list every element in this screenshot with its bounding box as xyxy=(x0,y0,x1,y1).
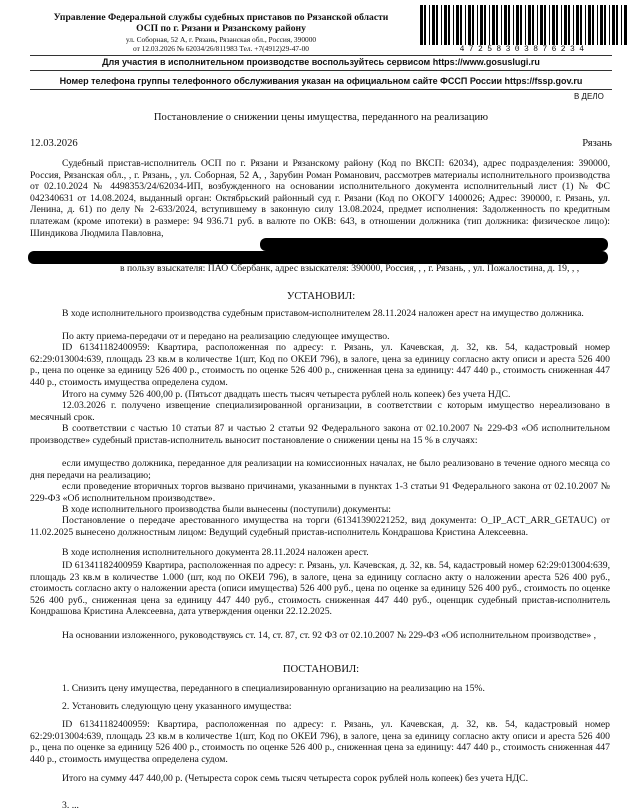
arrest-paragraph: В ходе исполнения исполнительного документа 28.11.2024 наложен арест. xyxy=(62,547,369,558)
barcode-bar xyxy=(516,5,519,45)
barcode-bar xyxy=(453,5,454,45)
resolution-item: 3. ... xyxy=(62,800,79,811)
barcode-bar xyxy=(544,5,546,45)
barcode-bar xyxy=(621,5,622,45)
barcode-bar xyxy=(568,5,570,45)
barcode-bar xyxy=(484,5,486,45)
barcode-bar xyxy=(472,5,474,45)
new-total-amount: Итого на сумму 447 440,00 р. (Четыреста сорок семь тысяч четыреста сорок рублей ноль копеек) без учета НДС. xyxy=(62,773,529,784)
barcode-bar xyxy=(448,5,450,45)
barcode-digits: 47258303876234 xyxy=(459,45,589,54)
barcode-bar xyxy=(429,5,430,45)
barcode-bar xyxy=(556,5,558,45)
barcode-bar xyxy=(624,5,627,45)
barcode-bar xyxy=(501,5,502,45)
barcode-bar xyxy=(573,5,574,45)
barcode-image xyxy=(418,5,630,45)
resolved-heading: ПОСТАНОВИЛ: xyxy=(282,664,360,675)
barcode-bar xyxy=(532,5,534,45)
barcode-bar xyxy=(528,5,531,45)
barcode-bar xyxy=(492,5,495,45)
barcode-bar xyxy=(444,5,447,45)
barcode-bar xyxy=(537,5,538,45)
barcode-bar xyxy=(561,5,562,45)
barcode-bar xyxy=(508,5,510,45)
barcode-bar xyxy=(465,5,466,45)
barcode-bar xyxy=(489,5,490,45)
barcode-bar xyxy=(588,5,591,45)
resolution-item: 1. Снизить цену имущества, переданного в специализированную организацию на реализацию на 15%. xyxy=(62,683,485,694)
barcode-bar xyxy=(456,5,459,45)
intro-paragraph: Судебный пристав-исполнитель ОСП по г. Рязани и Рязанскому району (Код по ВКСП: 62034), адрес подразделения: 390000, Россия, Рязанская обл., , г. Рязань, , ул. Соборная, 52 А, , Зарубин Роман Романович, рассмотрев материалы исполнительного производства от 02.10.2024 № 4498353/24/62034-ИП, возбужденного на основании исполнительного документа исполнительный лист (1) № ФС 042340631 от 14.08.2024, выданный орган: Октябрьский районный суд г. Рязани (Код по ОКОГУ 1400026; Адрес: 390000, г. Рязань, ул. Ленина, д. 61) по делу № 2-633/2024, вступившему в законную силу 13.08.2024, предмет исполнения: Задолженность по кредитным платежам (кроме ипотеки) в размере: 94 936.71 руб. в валюте по ОКВ: 643, в отношении должника (тип должника: физическое лицо): Шиндикова Людмила Павловна, xyxy=(30,158,610,239)
documents-paragraph: В ходе исполнительного производства были вынесены (поступили) документы: xyxy=(62,504,391,515)
barcode-bar xyxy=(513,5,514,45)
grounds-paragraph: На основании изложенного, руководствуясь ст. 14, ст. 87, ст. 92 ФЗ от 02.10.2007 № 229-ФЗ «Об исполнительном производстве» , xyxy=(62,630,597,641)
legal-basis-paragraph: В соответствии с частью 10 статьи 87 и частью 2 статьи 92 Федерального закона от 02.10.2007 № 229-ФЗ «Об исполнительном производстве» судебный пристав-исполнитель выносит постановление о снижении цены на 15 % в случаях: xyxy=(30,423,610,446)
barcode-bar xyxy=(504,5,507,45)
address-line-1: ул. Соборная, 52 А, г. Рязань, Рязанская обл., Россия, 390000 xyxy=(125,35,317,44)
barcode-bar xyxy=(424,5,426,45)
total-amount: Итого на сумму 526 400,00 р. (Пятьсот двадцать шесть тысяч четыреста рублей ноль копеек) без учета НДС. xyxy=(62,389,511,400)
barcode-bar xyxy=(468,5,471,45)
barcode-bar xyxy=(441,5,442,45)
divider-top xyxy=(30,55,612,56)
new-price-description: ID 61341182400959: Квартира, расположенная по адресу: г. Рязань, ул. Качевская, д. 32, кв. 54, кадастровый номер 62:29:013004:639, площадь 23 кв.м в количестве 1(шт, Код по ОКЕИ 796), в залоге, цена за единицу согласно акту описи и ареста 526 400 р., цена по оценке за единицу 526 400 р., стоимость по оценке 526 400 р., сниженная цена за единицу: 447 440 р., стоимость сниженная 447 440 р., стоимость имущества определена судом. xyxy=(30,719,610,765)
document-city: Рязань xyxy=(582,138,612,149)
barcode-bar xyxy=(460,5,462,45)
barcode-bar xyxy=(525,5,526,45)
barcode-bar xyxy=(604,5,606,45)
org-line-1: Управление Федеральной службы судебных приставов по Рязанской области xyxy=(53,12,389,23)
barcode-bar xyxy=(520,5,522,45)
condition-paragraph: если проведение вторичных торгов вызвано причинами, указанными в пунктах 1-3 статьи 91 Федерального закона от 02.10.2007 № 229-ФЗ «Об исполнительном производстве». xyxy=(30,481,610,504)
organization-name xyxy=(30,12,412,34)
barcode-bar xyxy=(609,5,610,45)
barcode-bar xyxy=(592,5,594,45)
gosuslugi-note: Для участия в исполнительном производстве воспользуйтесь сервисом https://www.gosuslugi.ru xyxy=(102,57,540,67)
established-heading: УСТАНОВИЛ: xyxy=(286,291,356,302)
file-stamp: В ДЕЛО xyxy=(574,92,604,101)
property-description: ID 61341182400959: Квартира, расположенная по адресу: г. Рязань, ул. Качевская, д. 32, кв. 54, кадастровый номер 62:29:013004:639, площадь 23 кв.м в количестве 1(шт, Код по ОКЕИ 796), в залоге, цена за единицу согласно акту описи и ареста 526 400 р., цена по оценке за единицу 526 400 р., стоимость по оценке 526 400 р., сниженная цена за единицу: 447 440 р., стоимость сниженная 447 440 р., стоимость имущества определена судом. xyxy=(30,342,610,388)
barcode-bar xyxy=(612,5,615,45)
intro-paragraph-end: в пользу взыскателя: ПАО Сбербанк, адрес взыскателя: 390000, Россия, , , г. Рязань, , ул. Пожалостина, д. 19, , , xyxy=(120,263,580,274)
resolution-item: 2. Установить следующую цену указанного имущества: xyxy=(62,701,292,712)
barcode-bar xyxy=(480,5,483,45)
barcode-bar xyxy=(420,5,423,45)
redaction-bar xyxy=(260,238,608,251)
property-valuation-paragraph: ID 61341182400959 Квартира, расположенная по адресу: г. Рязань, ул. Качевская, д. 32, кв. 54, кадастровый номер 62:29:013004:639, площадь 23 кв.м в количестве 1.000 (шт, код по ОКЕИ 796), в залоге, цена за единицу согласно акту о наложении ареста 526 400 руб., стоимость согласно акту о наложении ареста (описи имущества) 526 400 руб., цена по оценке за единицу 526 400 руб., стоимость по оценке 526 400 руб., сниженная цена за единицу 447 440 руб., стоимость сниженная 447 440 руб., оценщик судебный пристав-исполнитель Кондрашова Кристина Алексеевна, дата утверждения оценки 22.12.2025. xyxy=(30,560,610,618)
address-line-2: от 12.03.2026 № 62034/26/811983 Тел. +7(4912)29-47-00 xyxy=(133,44,309,53)
barcode-bar xyxy=(552,5,555,45)
barcode-bar xyxy=(496,5,498,45)
barcode-bar xyxy=(597,5,598,45)
transfer-resolution-paragraph: Постановление о передаче арестованного имущества на торги (61341390221252, вид документа: O_IP_ACT_ARR_GETAUC) от 11.02.2025 вынесено должностным лицом: Ведущий судебный пристав-исполнитель Кондрашова Кристина Алексеевна. xyxy=(30,515,610,538)
barcode-bar xyxy=(580,5,582,45)
barcode-bar xyxy=(432,5,435,45)
notice-paragraph: 12.03.2026 г. получено извещение специализированной организации, в соответствии с которым имущество нереализовано в месячный срок. xyxy=(30,400,610,423)
barcode-bar xyxy=(600,5,603,45)
phone-note: Номер телефона группы телефонного обслуживания указан на официальном сайте ФССП России https://fssp.gov.ru xyxy=(59,76,583,86)
org-line-2: ОСП по г. Рязани и Рязанскому району xyxy=(136,23,306,34)
barcode-bar xyxy=(540,5,543,45)
organization-address xyxy=(30,35,412,53)
divider-bottom xyxy=(30,89,612,90)
condition-paragraph: если имущество должника, переданное для реализации на комиссионных началах, не было реализовано в течение одного месяца со дня передачи на реализацию; xyxy=(30,458,610,481)
barcode-bar xyxy=(576,5,579,45)
document-date: 12.03.2026 xyxy=(30,138,78,149)
barcode-bar xyxy=(616,5,618,45)
barcode-bar xyxy=(549,5,550,45)
barcode-bar xyxy=(436,5,438,45)
document-title: Постановление о снижении цены имущества, переданного на реализацию xyxy=(153,112,489,123)
established-paragraph: По акту приема-передачи от и передано на реализацию следующее имущество. xyxy=(62,331,390,342)
barcode-bar xyxy=(585,5,586,45)
barcode-bar xyxy=(564,5,567,45)
divider-middle xyxy=(30,70,612,71)
barcode-bar xyxy=(477,5,478,45)
established-paragraph: В ходе исполнительного производства судебным приставом-исполнителем 28.11.2024 наложен арест на имущество должника. xyxy=(62,308,584,319)
